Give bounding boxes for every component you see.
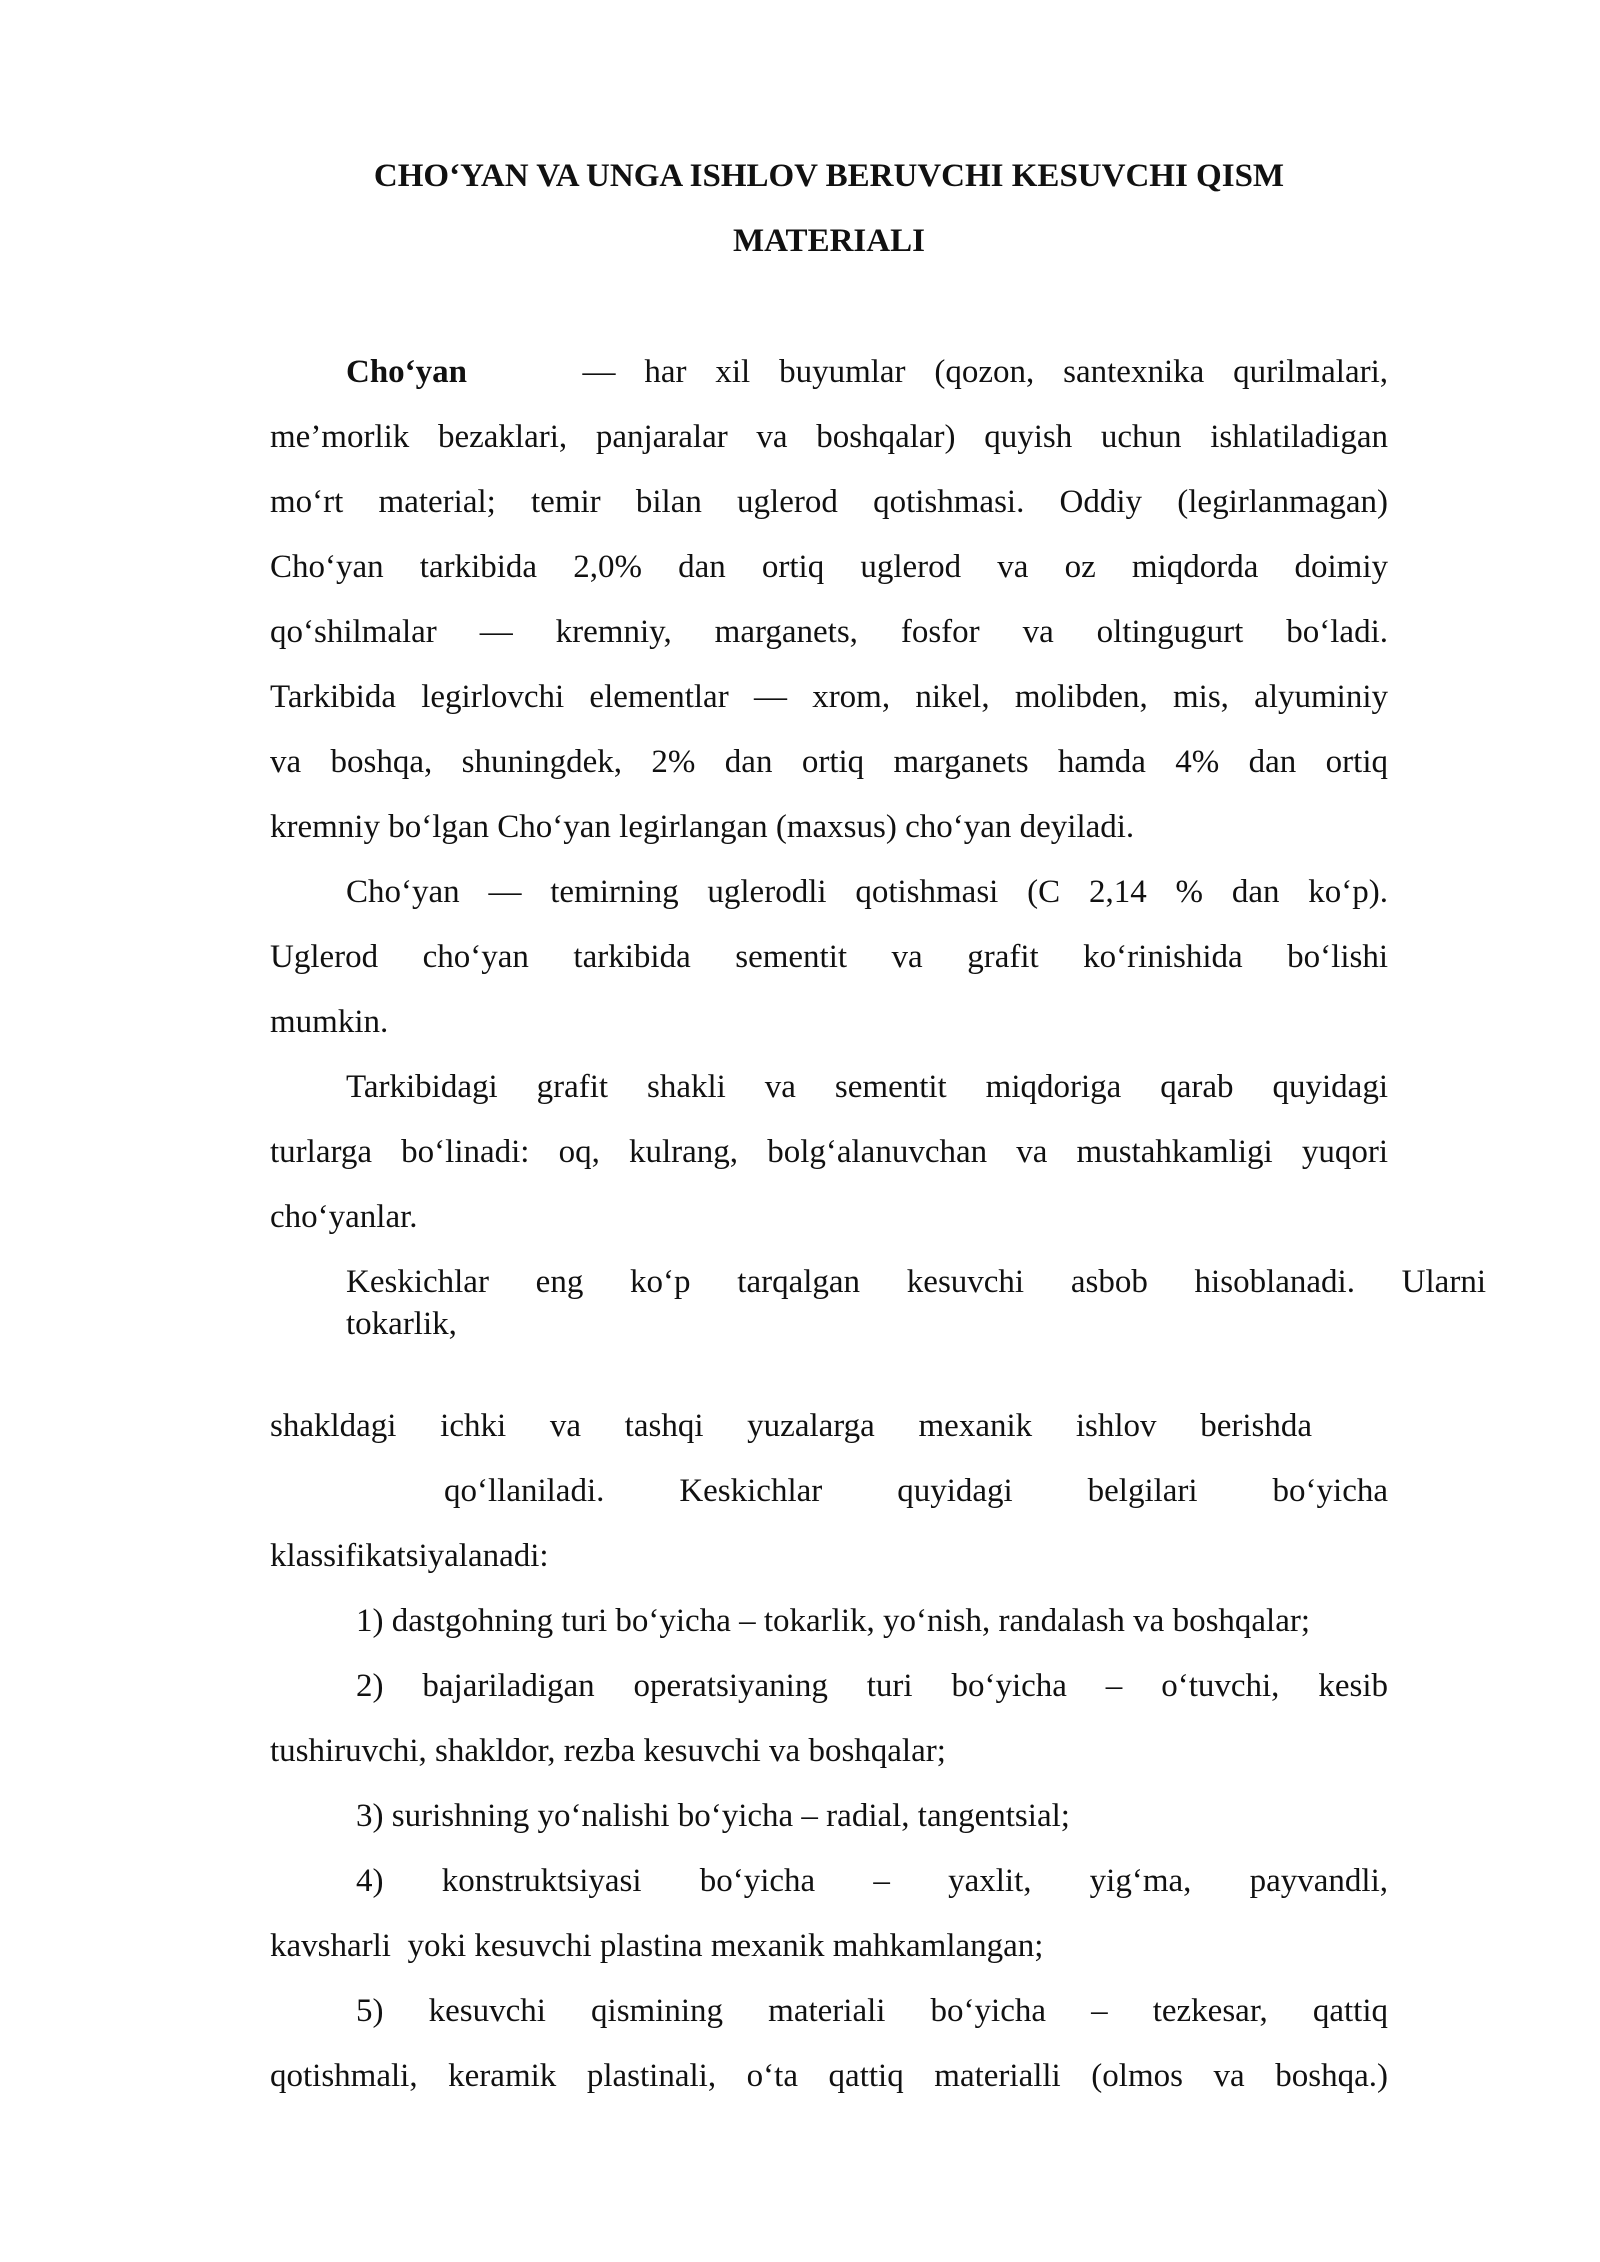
list-item-5-line-1: 5) kesuvchi qismining materiali bo‘yicha – tezkesar, qattiq	[356, 1993, 1388, 2029]
paragraph-1-line-6: Tarkibida legirlovchi elementlar — xrom, nikel, molibden, mis, alyuminiy	[270, 679, 1388, 715]
paragraph-4-line-3: shakldagi ichki va tashqi yuzalarga mexanik ishlov berishda	[270, 1408, 1312, 1444]
paragraph-4-line-5: klassifikatsiyalanadi:	[270, 1538, 549, 1574]
paragraph-1-line-7: va boshqa, shuningdek, 2% dan ortiq marganets hamda 4% dan ortiq	[270, 744, 1388, 780]
paragraph-1-line-3: mo‘rt material; temir bilan uglerod qotishmasi. Oddiy (legirlanmagan)	[270, 484, 1388, 520]
paragraph-3-line-2: turlarga bo‘linadi: oq, kulrang, bolg‘alanuvchan va mustahkamligi yuqori	[270, 1134, 1388, 1170]
paragraph-3-line-3: cho‘yanlar.	[270, 1199, 418, 1235]
document-title-line-1: CHO‘YAN VA UNGA ISHLOV BERUVCHI KESUVCHI QISM	[373, 158, 1285, 194]
paragraph-4-line-4: qo‘llaniladi. Keskichlar quyidagi belgilari bo‘yicha	[444, 1473, 1388, 1509]
paragraph-1-line-1	[346, 352, 1388, 392]
list-item-2-line-1: 2) bajariladigan operatsiyaning turi bo‘yicha – o‘tuvchi, kesib	[356, 1668, 1388, 1704]
paragraph-2-line-1: Cho‘yan — temirning uglerodli qotishmasi (C 2,14 % dan ko‘p).	[346, 874, 1388, 910]
list-item-4-line-2: kavsharli yoki kesuvchi plastina mexanik mahkamlangan;	[270, 1928, 1044, 1964]
paragraph-1-line-4: Cho‘yan tarkibida 2,0% dan ortiq uglerod va oz miqdorda doimiy	[270, 549, 1388, 585]
document-title-line-2: MATERIALI	[733, 223, 925, 259]
list-item-5-line-2: qotishmali, keramik plastinali, o‘ta qattiq materialli (olmos va boshqa.)	[270, 2058, 1388, 2094]
paragraph-1-line-2: me’morlik bezaklari, panjaralar va boshqalar) quyish uchun ishlatiladigan	[270, 419, 1388, 455]
list-item-4-line-1: 4) konstruktsiyasi bo‘yicha – yaxlit, yig‘ma, payvandli,	[356, 1863, 1388, 1899]
paragraph-1-line-8: kremniy bo‘lgan Cho‘yan legirlangan (maxsus) cho‘yan deyiladi.	[270, 809, 1135, 845]
paragraph-2-line-3: mumkin.	[270, 1004, 389, 1040]
paragraph-1-line-5: qo‘shilmalar — kremniy, marganets, fosfor va oltingugurt bo‘ladi.	[270, 614, 1388, 650]
paragraph-4-line-2: tokarlik,	[346, 1306, 457, 1342]
term-choyan: Cho‘yan	[346, 354, 468, 390]
paragraph-4-line-1: Keskichlar eng ko‘p tarqalgan kesuvchi asbob hisoblanadi. Ularni	[346, 1264, 1486, 1300]
paragraph-2-line-2: Uglerod cho‘yan tarkibida sementit va grafit ko‘rinishida bo‘lishi	[270, 939, 1388, 975]
paragraph-1-line-1-text: — har xil buyumlar (qozon, santexnika qurilmalari,	[582, 354, 1389, 390]
list-item-3: 3) surishning yo‘nalishi bo‘yicha – radial, tangentsial;	[356, 1798, 1070, 1834]
list-item-2-line-2: tushiruvchi, shakldor, rezba kesuvchi va boshqalar;	[270, 1733, 946, 1769]
paragraph-3-line-1: Tarkibidagi grafit shakli va sementit miqdoriga qarab quyidagi	[346, 1069, 1388, 1105]
list-item-1: 1) dastgohning turi bo‘yicha – tokarlik, yo‘nish, randalash va boshqalar;	[356, 1603, 1311, 1639]
